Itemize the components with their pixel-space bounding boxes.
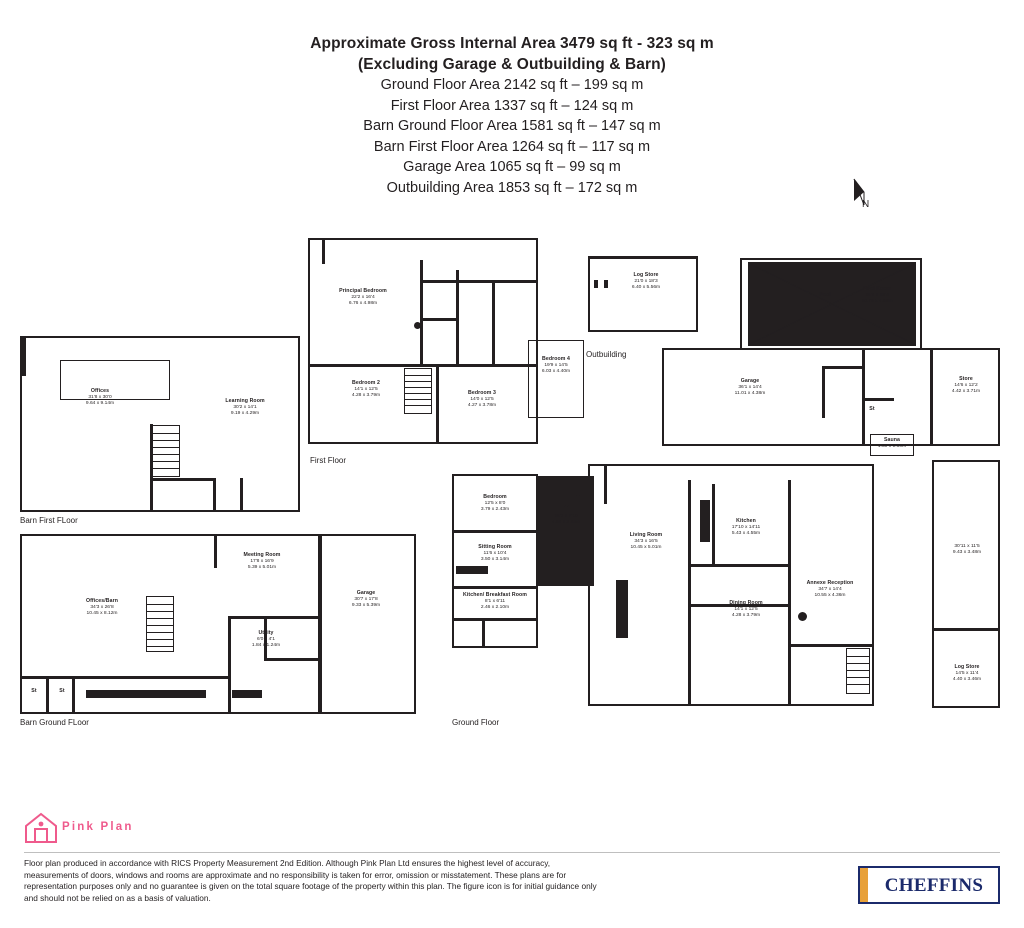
- barn-ground-wall-i: [214, 534, 217, 568]
- first-floor-wall-c: [436, 364, 439, 444]
- room-garage-st: St: [869, 406, 875, 412]
- room-annexe-bedroom: Bedroom 12'5 x 8'0 3.79 x 2.43m: [480, 494, 510, 512]
- label-barn-first-floor: Barn First FLoor: [20, 516, 78, 525]
- area-line-first: First Floor Area 1337 sq ft – 124 sq m: [390, 97, 634, 114]
- barn-first-stair: [152, 425, 180, 477]
- area-line-garage: Garage Area 1065 sq ft – 99 sq m: [403, 159, 621, 175]
- garage-wall-a: [862, 348, 865, 446]
- barn-first-wall-d: [213, 478, 216, 512]
- room-garage-store: Store 14'6 x 12'2 4.42 x 3.71m: [951, 376, 981, 394]
- compass-needle-icon: [840, 175, 880, 205]
- area-line-barn-first: Barn First Floor Area 1264 sq ft – 117 sq m: [373, 138, 651, 155]
- room-kitchen-breakfast: Kitchen/ Breakfast Room 8'1 x 6'11 2.46 x 2.10m: [463, 592, 527, 610]
- barn-ground-fitting-2: [232, 690, 262, 698]
- garage-block-outline: [662, 348, 1000, 446]
- room-pool-room: Pool Room 35'4 x 16'4 10.78 x 4.99m: [861, 286, 893, 304]
- label-first-floor: First Floor: [310, 456, 346, 465]
- first-floor-stair: [404, 368, 432, 414]
- room-living-room: Living Room 34'3 x 16'5 10.45 x 5.01m: [629, 532, 663, 550]
- barn-ground-wall-d: [20, 676, 230, 679]
- ground-wall-c: [482, 618, 485, 648]
- room-bedroom-2: Bedroom 2 14'1 x 12'5 4.28 x 3.79m: [351, 380, 381, 398]
- ground-wall-k: [604, 464, 607, 504]
- label-outbuilding: Outbuilding: [586, 350, 627, 359]
- header: [0, 34, 1024, 198]
- room-log-store-ground: Log Store 14'5 x 11'4 4.40 x 3.46m: [952, 664, 982, 682]
- room-principal-bedroom: Principal Bedroom 22'2 x 16'4 6.76 x 4.98m: [339, 288, 387, 306]
- room-log-store-outbuilding: Log Store 21'0 x 18'3 6.40 x 5.56m: [631, 272, 661, 290]
- first-floor-marker: [414, 322, 421, 329]
- room-barn-store-1: St: [31, 688, 37, 694]
- ground-wall-f: [688, 564, 788, 567]
- room-barn-store-2: St: [59, 688, 65, 694]
- cheffins-logo: [858, 866, 1000, 904]
- ground-wall-l: [932, 628, 1000, 631]
- page-subtitle: (Excluding Garage & Outbuilding & Barn): [358, 56, 666, 73]
- area-line-ground: Ground Floor Area 2142 sq ft – 199 sq m: [380, 77, 644, 93]
- ground-stair-main: [688, 574, 690, 576]
- room-bedroom-4: Bedroom 4 19'9 x 14'5 6.03 x 4.40m: [541, 356, 571, 374]
- room-learning-room: Learning Room 30'2 x 14'1 9.19 x 4.29m: [225, 398, 265, 416]
- garage-wall-b: [930, 348, 933, 446]
- barn-ground-wall-a: [318, 534, 322, 714]
- first-floor-wall-f: [492, 280, 495, 364]
- first-floor-wall-e: [420, 280, 538, 283]
- label-ground-floor: Ground Floor: [452, 718, 500, 727]
- pink-plan-logo: [24, 812, 184, 846]
- cheffins-accent-bar: [860, 868, 868, 902]
- barn-ground-wall-c: [228, 616, 231, 714]
- ground-wall-d: [452, 618, 538, 621]
- area-line-outbuilding: Outbuilding Area 1853 sq ft – 172 sq m: [386, 179, 638, 196]
- compass-north-label: N: [862, 199, 870, 210]
- house-icon: [24, 812, 58, 844]
- room-offices-barn-first: Offices 31'8 x 30'0 9.64 x 9.14m: [85, 388, 115, 406]
- barn-ground-floor-outline: [20, 534, 416, 714]
- room-bedroom-3: Bedroom 3 14'0 x 12'5 4.27 x 3.78m: [467, 390, 497, 408]
- barn-first-wall-c: [153, 478, 213, 481]
- compass: [840, 175, 880, 213]
- room-link-dims: 16'2 x 7'10 4.94 x 2.40m: [551, 514, 581, 526]
- page-title: Approximate Gross Internal Area 3479 sq ft - 323 sq m: [310, 35, 714, 52]
- first-floor-wall-a: [420, 260, 423, 366]
- barn-ground-wall-h: [72, 676, 75, 714]
- cheffins-label: CHEFFINS: [884, 875, 984, 896]
- ground-wall-j: [788, 644, 874, 647]
- first-floor-wall-h: [322, 238, 325, 264]
- ground-fitting-2: [616, 580, 628, 638]
- ground-fitting-1: [456, 566, 488, 574]
- room-pool: Pool: [819, 292, 831, 298]
- room-sauna: Sauna 1.30 x 1.30m: [877, 437, 907, 449]
- barn-ground-wall-g: [46, 676, 49, 714]
- room-east-wing-dims: 30'11 x 11'5 9.43 x 3.48m: [952, 544, 982, 556]
- barn-ground-wall-f: [264, 658, 320, 661]
- garage-wall-c: [822, 366, 825, 418]
- room-offices-barn: Offices/Barn 34'3 x 26'8 10.45 x 8.12m: [85, 598, 119, 616]
- room-barn-utility: Utility 6'0 x 4'1 1.84 x 1.24m: [251, 630, 281, 648]
- ground-wall-e: [688, 480, 691, 706]
- first-floor-wall-g: [420, 318, 456, 321]
- disclaimer-text: Floor plan produced in accordance with RICS Property Measurement 2nd Edition. Although Pink Plan Ltd ensures the highest level of accuracy, measurements of doors, windows and rooms are approximate and no responsibility is taken for error, omission or misstatement. These plans are for representation purposes only and no guarantee is given on the total square footage of the property within this plan. The figure icon is for initial guidance only and should not be relied on as a basis of valuation.: [24, 858, 597, 903]
- outbuilding-pier-1: [594, 280, 598, 288]
- ground-stair-annexe: [846, 648, 870, 694]
- ground-marker: [798, 612, 807, 621]
- first-floor-wall-d: [456, 270, 459, 364]
- barn-first-wall-a: [20, 336, 26, 376]
- room-garage: Garage 36'1 x 14'4 11.01 x 4.38m: [734, 378, 766, 396]
- label-barn-ground-floor: Barn Ground FLoor: [20, 718, 89, 727]
- barn-ground-wall-b: [228, 616, 322, 619]
- room-dining-room: Dining Room 14'1 x 12'5 4.28 x 3.79m: [729, 600, 763, 618]
- room-meeting-room: Meeting Room 17'8 x 16'9 5.39 x 5.01m: [243, 552, 281, 570]
- first-floor-bed4-outline: [528, 340, 584, 418]
- barn-first-wall-e: [240, 478, 243, 512]
- outbuilding-roof-wall: [588, 256, 698, 259]
- ground-wall-b: [452, 586, 538, 589]
- ground-wall-a: [452, 530, 538, 533]
- garage-wall-d: [822, 366, 862, 369]
- barn-ground-stair: [146, 596, 174, 652]
- room-sitting-room: Sitting Room 11'6 x 10'4 3.50 x 3.14m: [478, 544, 512, 562]
- pink-plan-label: Pink Plan: [62, 821, 134, 833]
- barn-ground-fitting-1: [86, 690, 206, 698]
- outbuilding-pier-2: [604, 280, 608, 288]
- ground-conservatory-link: [536, 476, 594, 586]
- room-annexe-reception: Annexe Reception 34'7 x 14'4 10.55 x 4.36m: [806, 580, 854, 598]
- outbuilding-outline: [588, 256, 698, 332]
- first-floor-wall-b: [308, 364, 538, 367]
- room-barn-garage: Garage 30'7 x 17'8 9.33 x 5.39m: [351, 590, 381, 608]
- area-line-barn-ground: Barn Ground Floor Area 1581 sq ft – 147 sq m: [363, 118, 661, 134]
- garage-wall-e: [862, 398, 894, 401]
- footer-divider: [24, 852, 1000, 853]
- room-kitchen: Kitchen 17'10 x 14'11 5.43 x 4.55m: [731, 518, 761, 536]
